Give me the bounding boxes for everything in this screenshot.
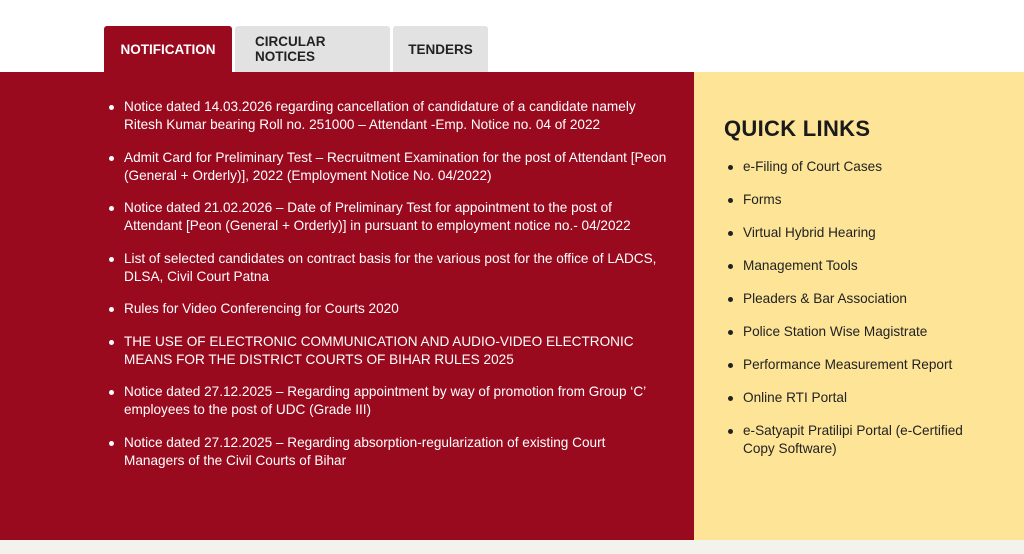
notification-item[interactable]: Notice dated 27.12.2025 – Regarding absorption-regularization of existing Court Managers of the Civil Courts of Bihar xyxy=(107,434,667,470)
quick-link-online-rti[interactable]: Online RTI Portal xyxy=(725,389,995,407)
quick-link-management-tools[interactable]: Management Tools xyxy=(725,257,995,275)
quick-link-forms[interactable]: Forms xyxy=(725,191,995,209)
quick-link-virtual-hybrid-hearing[interactable]: Virtual Hybrid Hearing xyxy=(725,224,995,242)
footer-strip xyxy=(0,540,1024,554)
notification-item[interactable]: Notice dated 14.03.2026 regarding cancellation of candidature of a candidate namely Ritesh Kumar bearing Roll no. 251000 – Attendant -Emp. Notice no. 04 of 2022 xyxy=(107,98,667,134)
quick-links-list xyxy=(725,158,995,473)
notification-item[interactable]: Notice dated 21.02.2026 – Date of Preliminary Test for appointment to the post of Attendant [Peon (General + Orderly)] in pursuant to employment notice no.- 04/2022 xyxy=(107,199,667,235)
quick-link-police-station-magistrate[interactable]: Police Station Wise Magistrate xyxy=(725,323,995,341)
tab-notification[interactable]: NOTIFICATION xyxy=(104,26,232,72)
notice-tabs xyxy=(104,26,488,72)
quick-link-e-satyapit[interactable]: e-Satyapit Pratilipi Portal (e-Certified Copy Software) xyxy=(725,422,995,458)
notification-item[interactable]: List of selected candidates on contract basis for the various post for the office of LADCS, DLSA, Civil Court Patna xyxy=(107,250,667,286)
notification-item[interactable]: Rules for Video Conferencing for Courts 2020 xyxy=(107,300,667,318)
quick-link-performance-report[interactable]: Performance Measurement Report xyxy=(725,356,995,374)
quick-links-panel xyxy=(694,72,1024,540)
notification-list xyxy=(107,98,667,484)
tab-tenders[interactable]: TENDERS xyxy=(393,26,488,72)
quick-links-title: QUICK LINKS xyxy=(724,116,871,141)
notification-panel xyxy=(0,72,694,540)
notification-item[interactable]: THE USE OF ELECTRONIC COMMUNICATION AND AUDIO-VIDEO ELECTRONIC MEANS FOR THE DISTRICT COURTS OF BIHAR RULES 2025 xyxy=(107,333,667,369)
notification-item[interactable]: Notice dated 27.12.2025 – Regarding appointment by way of promotion from Group ‘C’ employees to the post of UDC (Grade III) xyxy=(107,383,667,419)
quick-link-pleaders-bar[interactable]: Pleaders & Bar Association xyxy=(725,290,995,308)
quick-link-efiling[interactable]: e-Filing of Court Cases xyxy=(725,158,995,176)
notification-item[interactable]: Admit Card for Preliminary Test – Recruitment Examination for the post of Attendant [Peon (General + Orderly)], 2022 (Employment Notice No. 04/2022) xyxy=(107,149,667,185)
tab-circular-notices[interactable]: CIRCULAR NOTICES xyxy=(235,26,390,72)
